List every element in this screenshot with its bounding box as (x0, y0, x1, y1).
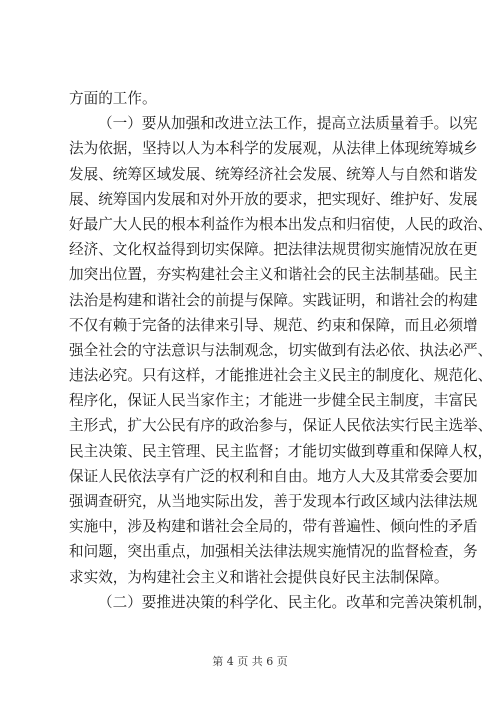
text-line: 法为依据，坚持以人为本科学的发展观，从法律上体现统筹城乡 (69, 140, 478, 158)
text-line: 加突出位置，夯实构建社会主义和谐社会的民主法制基础。民主 (69, 266, 478, 284)
text-line: 法治是构建和谐社会的前提与保障。实践证明，和谐社会的构建 (69, 291, 478, 309)
text-line: 主形式，扩大公民有序的政治参与，保证人民依法实行民主选举、 (69, 417, 493, 435)
text-line: 方面的工作。 (69, 90, 157, 107)
text-line: 强调查研究，从当地实际出发，善于发现本行政区域内法律法规 (69, 493, 478, 510)
text-line: 好最广大人民的根本利益作为根本出发点和归宿使，人民的政治、 (69, 215, 493, 233)
text-line: 强全社会的守法意识与法制观念，切实做到有法必依、执法必严、 (69, 341, 493, 359)
text-line: 和问题，突出重点，加强相关法律法规实施情况的监督检查，务 (69, 543, 478, 561)
text-line: 违法必究。只有这样，才能推进社会主义民主的制度化、规范化、 (69, 367, 493, 385)
text-line: 不仅有赖于完备的法律来引导、规范、约束和保障，而且必须增 (69, 316, 478, 334)
text-line: 保证人民依法享有广泛的权利和自由。地方人大及其常委会要加 (69, 467, 478, 485)
text-line: 程序化，保证人民当家作主；才能进一步健全民主制度，丰富民 (69, 392, 478, 410)
text-line: （二）要推进决策的科学化、民主化。改革和完善决策机制， (98, 593, 493, 611)
text-line: 民主决策、民主管理、民主监督；才能切实做到尊重和保障人权， (69, 442, 493, 460)
text-line: 经济、文化权益得到切实保障。把法律法规贯彻实施情况放在更 (69, 241, 478, 259)
page-number-footer: 第 4 页 共 6 页 (212, 655, 288, 668)
text-line: 发展、统筹区域发展、统筹经济社会发展、统筹人与自然和谐发 (69, 165, 478, 183)
text-line: 展、统筹国内发展和对外开放的要求，把实现好、维护好、发展 (69, 190, 478, 208)
text-line: （一）要从加强和改进立法工作，提高立法质量着手。以宪 (98, 115, 478, 133)
text-line: 求实效，为构建社会主义和谐社会提供良好民主法制保障。 (69, 568, 449, 586)
body-text (69, 86, 493, 615)
text-line: 实施中，涉及构建和谐社会全局的，带有普遍性、倾向性的矛盾 (69, 518, 478, 536)
